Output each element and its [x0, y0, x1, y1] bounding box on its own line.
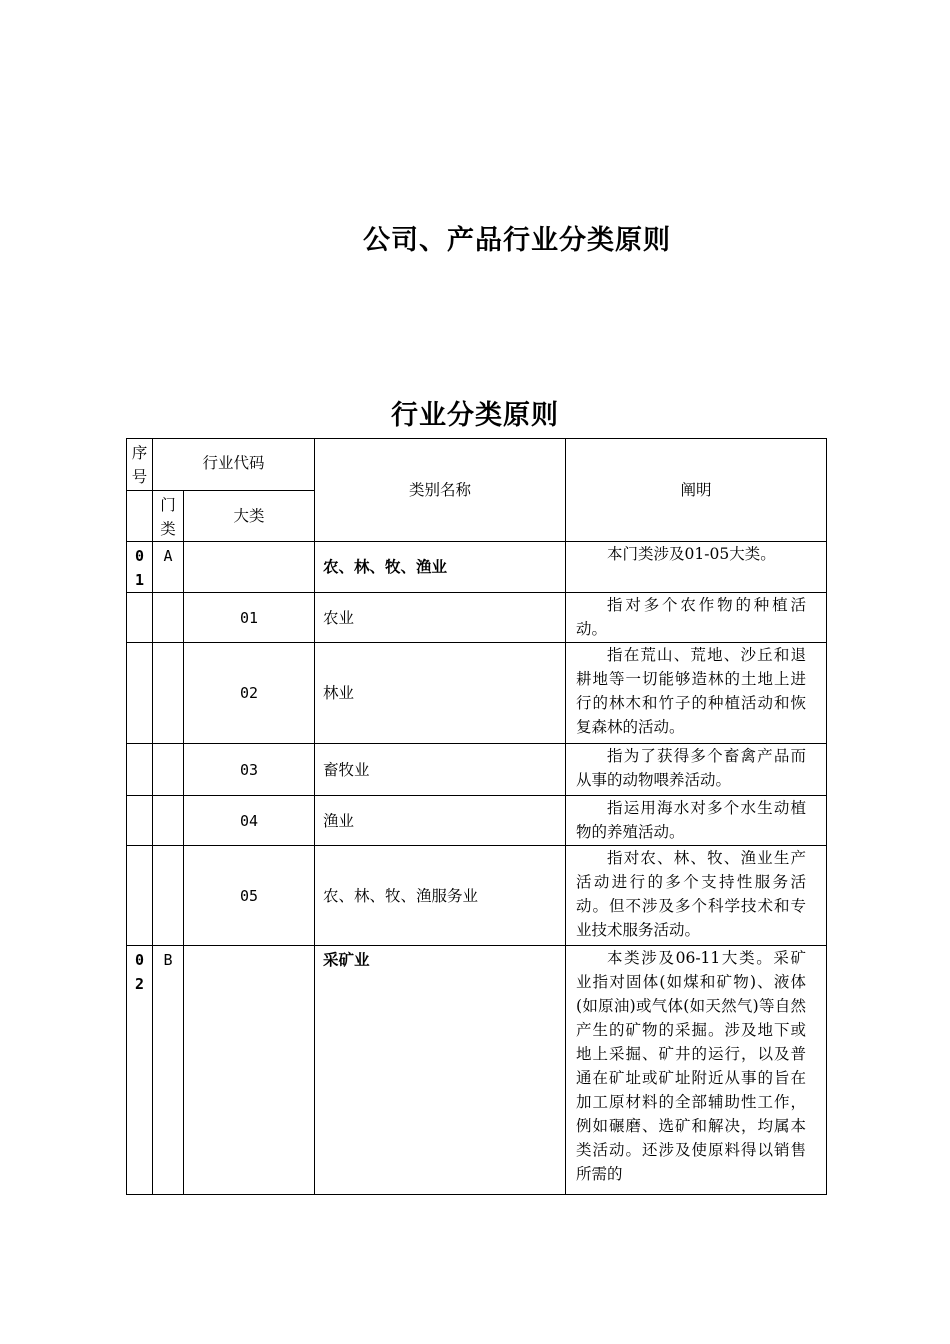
header-industry-code: 行业代码 [153, 439, 315, 491]
da-cell [184, 946, 315, 1195]
category-name-cell: 林业 [315, 643, 566, 744]
description-cell: 指为了获得多个畜禽产品而从事的动物喂养活动。 [566, 744, 827, 796]
table-row [127, 946, 827, 1195]
table-row [127, 846, 827, 946]
men-cell: B [153, 946, 184, 1195]
table-title: 行业分类原则 [391, 400, 559, 431]
seq-cell [127, 744, 153, 796]
table-row [127, 542, 827, 593]
category-name-cell: 渔业 [315, 796, 566, 846]
description-cell: 本类涉及06-11大类。采矿业指对固体(如煤和矿物)、液体(如原油)或气体(如天然气)等自然产生的矿物的采掘。涉及地下或地上采掘、矿井的运行，以及普通在矿址或矿址附近从事的旨在加工原材料的全部辅助性工作，例如碾磨、选矿和解决，均属本类活动。还涉及使原料得以销售所需的 [566, 946, 827, 1195]
industry-classification-table [126, 438, 827, 1195]
category-name-cell: 农、林、牧、渔服务业 [315, 846, 566, 946]
seq-cell [127, 643, 153, 744]
seq-cell: 01 [127, 542, 153, 593]
table-row [127, 593, 827, 643]
description-cell: 指运用海水对多个水生动植物的养殖活动。 [566, 796, 827, 846]
category-name-cell: 采矿业 [315, 946, 566, 1195]
header-description: 阐明 [566, 439, 827, 542]
description-cell: 指对农、林、牧、渔业生产活动进行的多个支持性服务活动。但不涉及多个科学技术和专业技术服务活动。 [566, 846, 827, 946]
header-row-1 [127, 439, 827, 491]
description-cell: 本门类涉及01-05大类。 [566, 542, 827, 593]
men-cell [153, 846, 184, 946]
header-category-name: 类别名称 [315, 439, 566, 542]
men-cell [153, 593, 184, 643]
description-cell: 指在荒山、荒地、沙丘和退耕地等一切能够造林的土地上进行的林木和竹子的种植活动和恢复森林的活动。 [566, 643, 827, 744]
seq-cell [127, 593, 153, 643]
men-cell: A [153, 542, 184, 593]
header-da: 大类 [184, 491, 315, 542]
seq-cell [127, 796, 153, 846]
da-cell: 04 [184, 796, 315, 846]
da-cell: 01 [184, 593, 315, 643]
table-row [127, 796, 827, 846]
da-cell: 05 [184, 846, 315, 946]
men-cell [153, 744, 184, 796]
document-title: 公司、产品行业分类原则 [363, 225, 671, 256]
da-cell [184, 542, 315, 593]
category-name-cell: 畜牧业 [315, 744, 566, 796]
description-cell: 指对多个农作物的种植活动。 [566, 593, 827, 643]
table-row [127, 744, 827, 796]
men-cell [153, 643, 184, 744]
header-seq-empty [127, 491, 153, 542]
seq-cell [127, 846, 153, 946]
table-row [127, 643, 827, 744]
category-name-cell: 农、林、牧、渔业 [315, 542, 566, 593]
category-name-cell: 农业 [315, 593, 566, 643]
da-cell: 03 [184, 744, 315, 796]
header-men: 门类 [153, 491, 184, 542]
men-cell [153, 796, 184, 846]
header-seq: 序号 [127, 439, 153, 491]
da-cell: 02 [184, 643, 315, 744]
seq-cell: 02 [127, 946, 153, 1195]
